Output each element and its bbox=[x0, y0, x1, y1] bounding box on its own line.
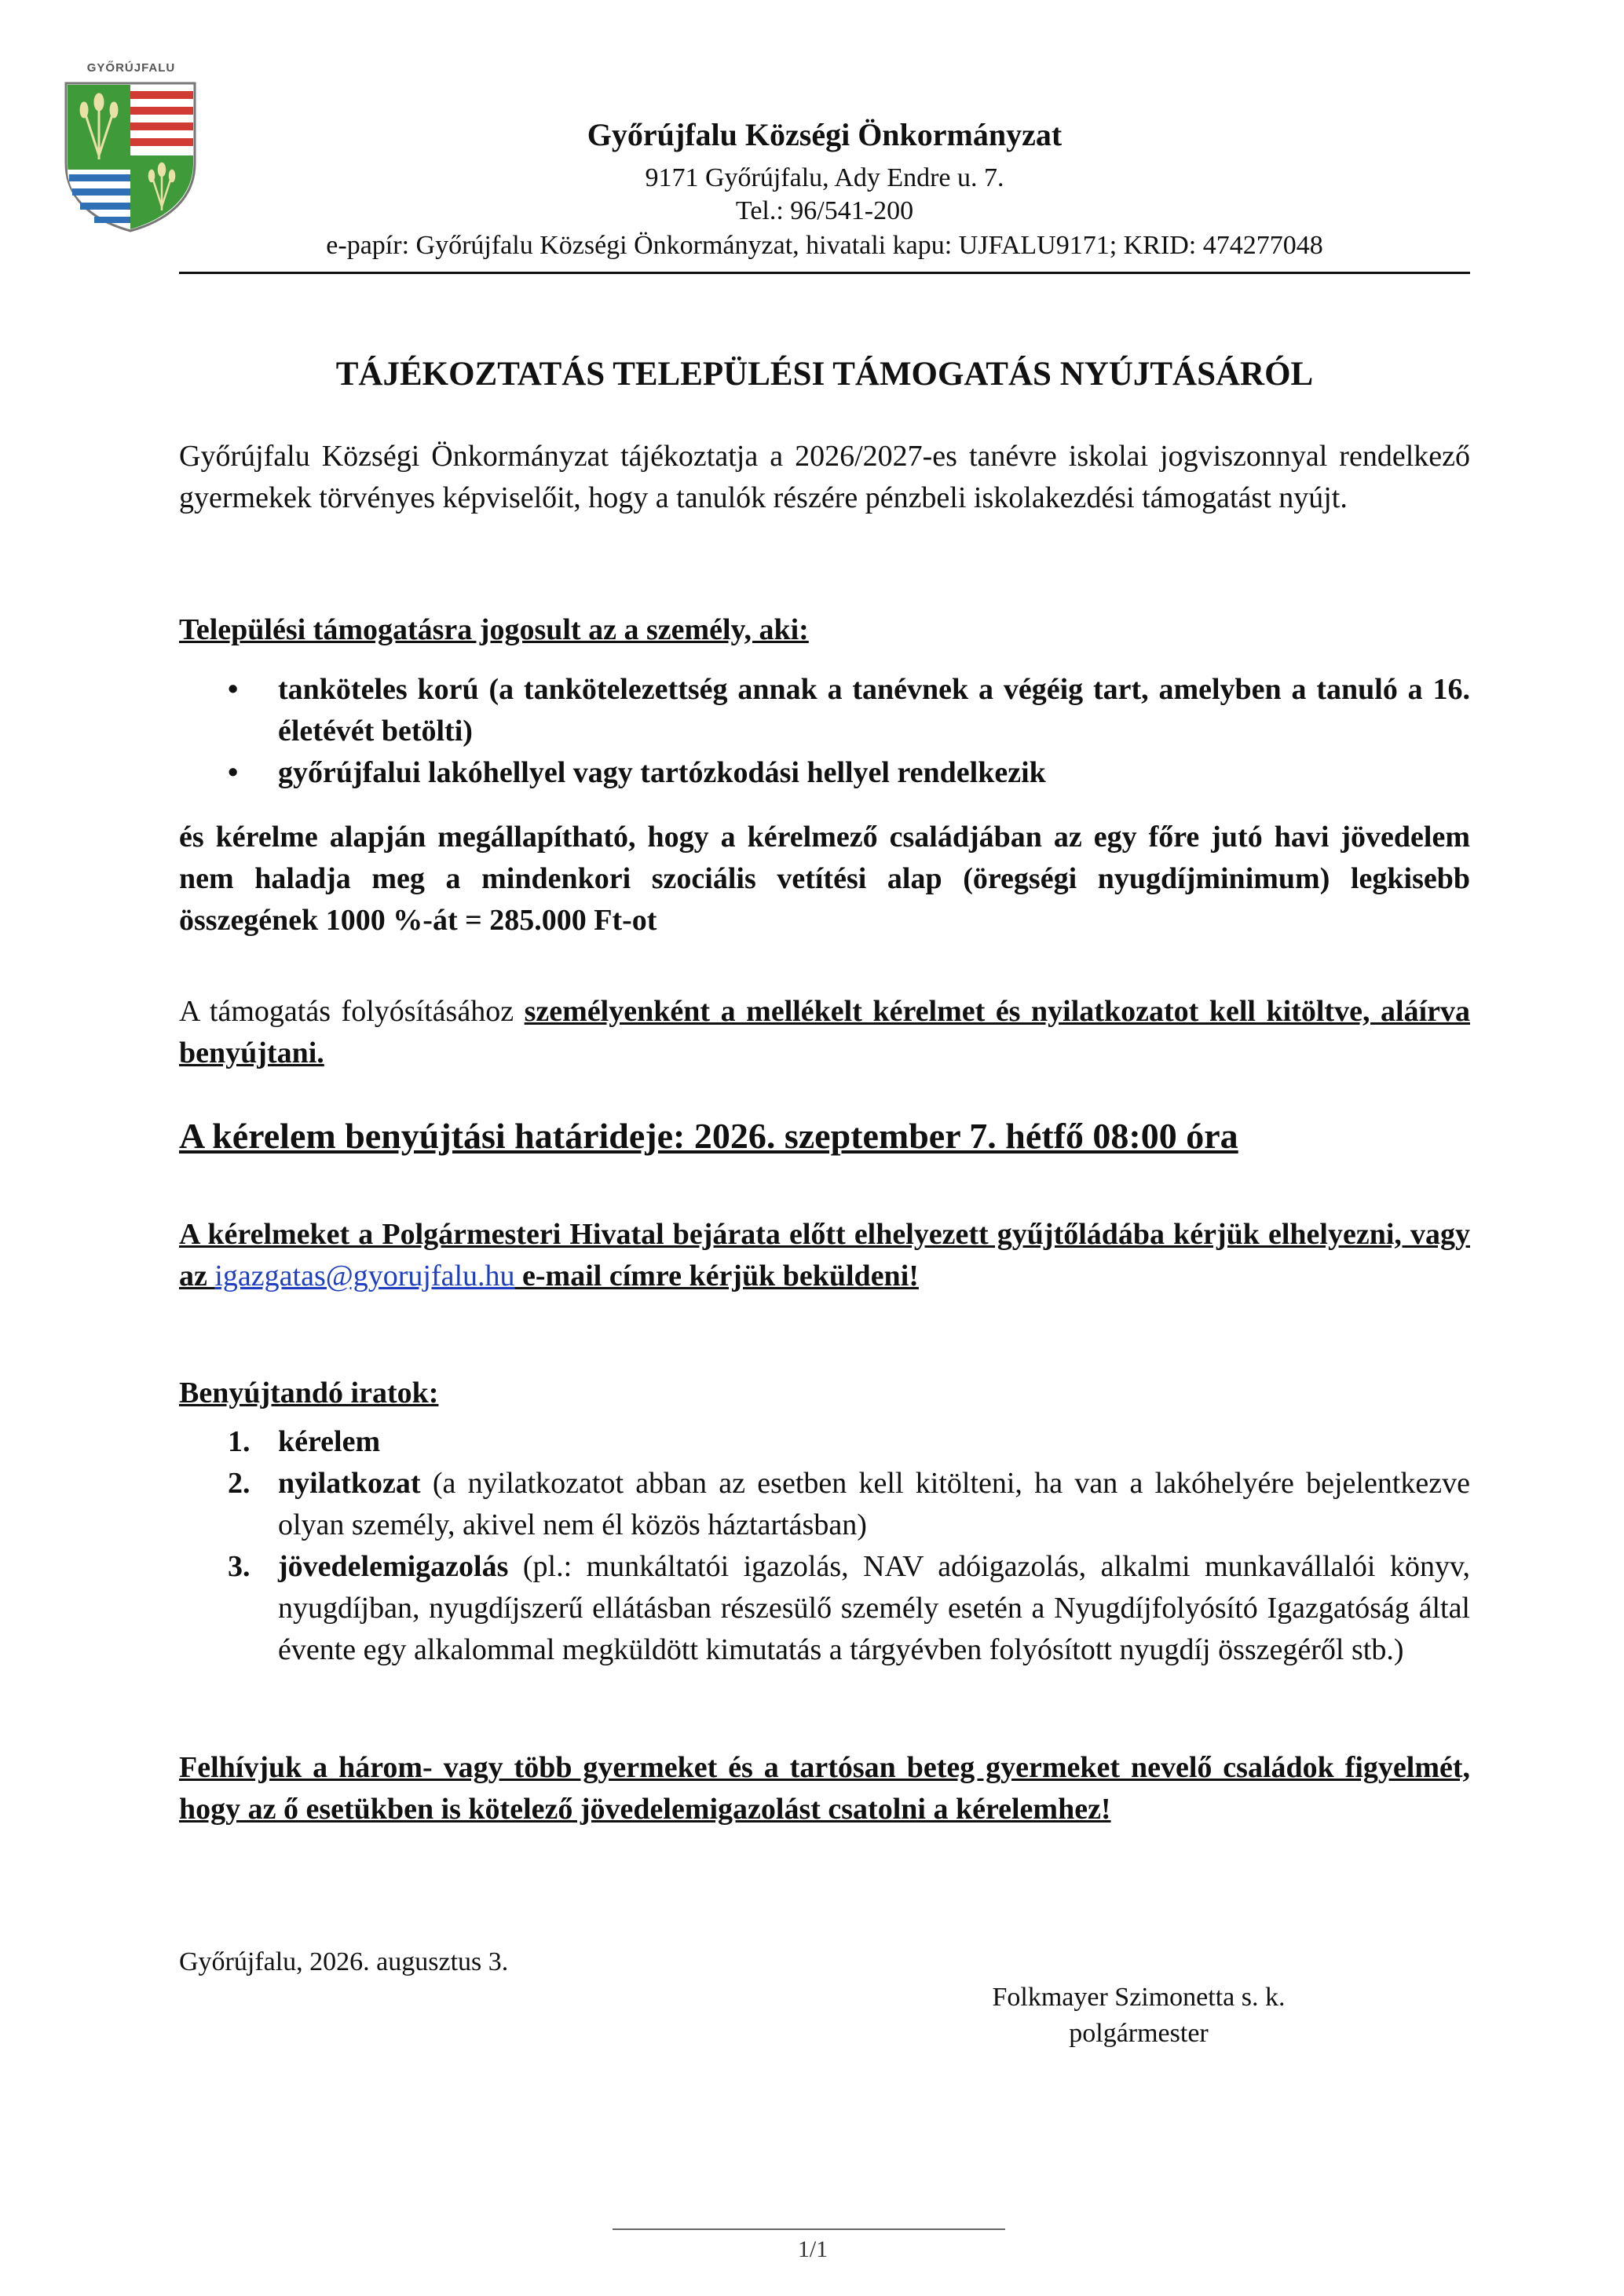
list-item bbox=[179, 669, 1470, 752]
signer-name: Folkmayer Szimonetta s. k. bbox=[992, 1983, 1286, 2012]
list-number: 1. bbox=[228, 1425, 251, 1458]
required-documents-heading: Benyújtandó iratok: bbox=[179, 1377, 439, 1409]
list-number: 2. bbox=[228, 1467, 251, 1500]
document-name: kérelem bbox=[278, 1425, 381, 1458]
dropoff-instructions bbox=[179, 1214, 1470, 1297]
organization-name: Győrújfalu Községi Önkormányzat bbox=[587, 117, 1063, 152]
page-number: 1/1 bbox=[797, 2236, 828, 2262]
document-name: nyilatkozat bbox=[278, 1467, 421, 1500]
eligibility-item-text: tanköteles korú (a tankötelezettség annak a tanévnek a végéig tart, amelyben a tanuló a 16. életévét betölti) bbox=[278, 673, 1470, 748]
intro-paragraph: Győrújfalu Községi Önkormányzat tájékoztatja a 2026/2027-es tanévre iskolai jogviszonnyal rendelkező gyermekek törvényes képviselőit, hogy a tanulók részére pénzbeli iskolakezdési támogatást nyújt. bbox=[179, 440, 1470, 514]
eligibility-item-text: győrújfalui lakóhellyel vagy tartózkodási hellyel rendelkezik bbox=[278, 756, 1046, 789]
list-item bbox=[179, 752, 1470, 794]
list-number: 3. bbox=[228, 1550, 251, 1583]
bullet-icon: • bbox=[228, 673, 239, 706]
submission-deadline: A kérelem benyújtási határideje: 2026. szeptember 7. hétfő 08:00 óra bbox=[179, 1116, 1238, 1156]
footer-divider bbox=[613, 2228, 1005, 2230]
organization-address: 9171 Győrújfalu, Ady Endre u. 7. bbox=[645, 163, 1004, 192]
submission-instructions bbox=[179, 991, 1470, 1074]
header-divider bbox=[179, 272, 1470, 274]
list-item bbox=[179, 1463, 1470, 1546]
required-documents-list bbox=[179, 1421, 1470, 1671]
crest-label: GYŐRÚJFALU bbox=[86, 61, 176, 75]
eligibility-list bbox=[179, 669, 1470, 794]
signer-role: polgármester bbox=[1069, 2019, 1209, 2048]
document-name: jövedelemigazolás bbox=[278, 1550, 509, 1583]
document-detail: (a nyilatkozatot abban az esetben kell kitölteni, ha van a lakóhelyére bejelentkezve olyan személy, akivel nem él közös háztartásban) bbox=[278, 1467, 1470, 1541]
document-detail: (pl.: munkáltatói igazolás, NAV adóigazolás, alkalmi munkavállalói könyv, nyugdíjban, nyugdíjszerű ellátásban részesülő személy esetén a Nyugdíjfolyósító Igazgatóság által évente egy alkalommal megküldött kimutatás a tárgyévben folyósított nyugdíj összegéről stb.) bbox=[278, 1550, 1470, 1666]
eligibility-heading: Települési támogatásra jogosult az a személy, aki: bbox=[179, 613, 809, 646]
place-and-date: Győrújfalu, 2026. augusztus 3. bbox=[179, 1947, 509, 1976]
submission-emphasis: személyenként a mellékelt kérelmet és nyilatkozatot kell kitöltve, aláírva benyújtani. bbox=[179, 995, 1470, 1069]
document-title: TÁJÉKOZTATÁS TELEPÜLÉSI TÁMOGATÁS NYÚJTÁSÁRÓL bbox=[335, 356, 1314, 393]
list-item bbox=[179, 1546, 1470, 1671]
bullet-icon: • bbox=[228, 756, 239, 789]
organization-phone: Tel.: 96/541-200 bbox=[735, 196, 914, 225]
submission-prefix: A támogatás folyósításához bbox=[179, 995, 525, 1028]
dropoff-prefix: A kérelmeket a Polgármesteri Hivatal bejárata előtt elhelyezett gyűjtőládába kérjük elhelyezni, vagy az bbox=[179, 1218, 1470, 1292]
organization-epapir: e-papír: Győrújfalu Községi Önkormányzat, hivatali kapu: UJFALU9171; KRID: 474277048 bbox=[326, 231, 1323, 260]
email-link[interactable]: igazgatas@gyorujfalu.hu bbox=[214, 1260, 515, 1292]
list-item bbox=[179, 1421, 1470, 1463]
dropoff-suffix: e-mail címre kérjük beküldeni! bbox=[514, 1260, 919, 1292]
notice-paragraph: Felhívjuk a három- vagy több gyermeket és a tartósan beteg gyermeket nevelő családok figyelmét, hogy az ő esetükben is kötelező jövedelemigazolást csatolni a kérelemhez! bbox=[179, 1751, 1470, 1826]
income-condition: és kérelme alapján megállapítható, hogy a kérelmező családjában az egy főre jutó havi jövedelem nem haladja meg a mindenkori szociális vetítési alap (öregségi nyugdíjminimum) legkisebb összegének 1000 %-át = 285.000 Ft-ot bbox=[179, 821, 1470, 937]
